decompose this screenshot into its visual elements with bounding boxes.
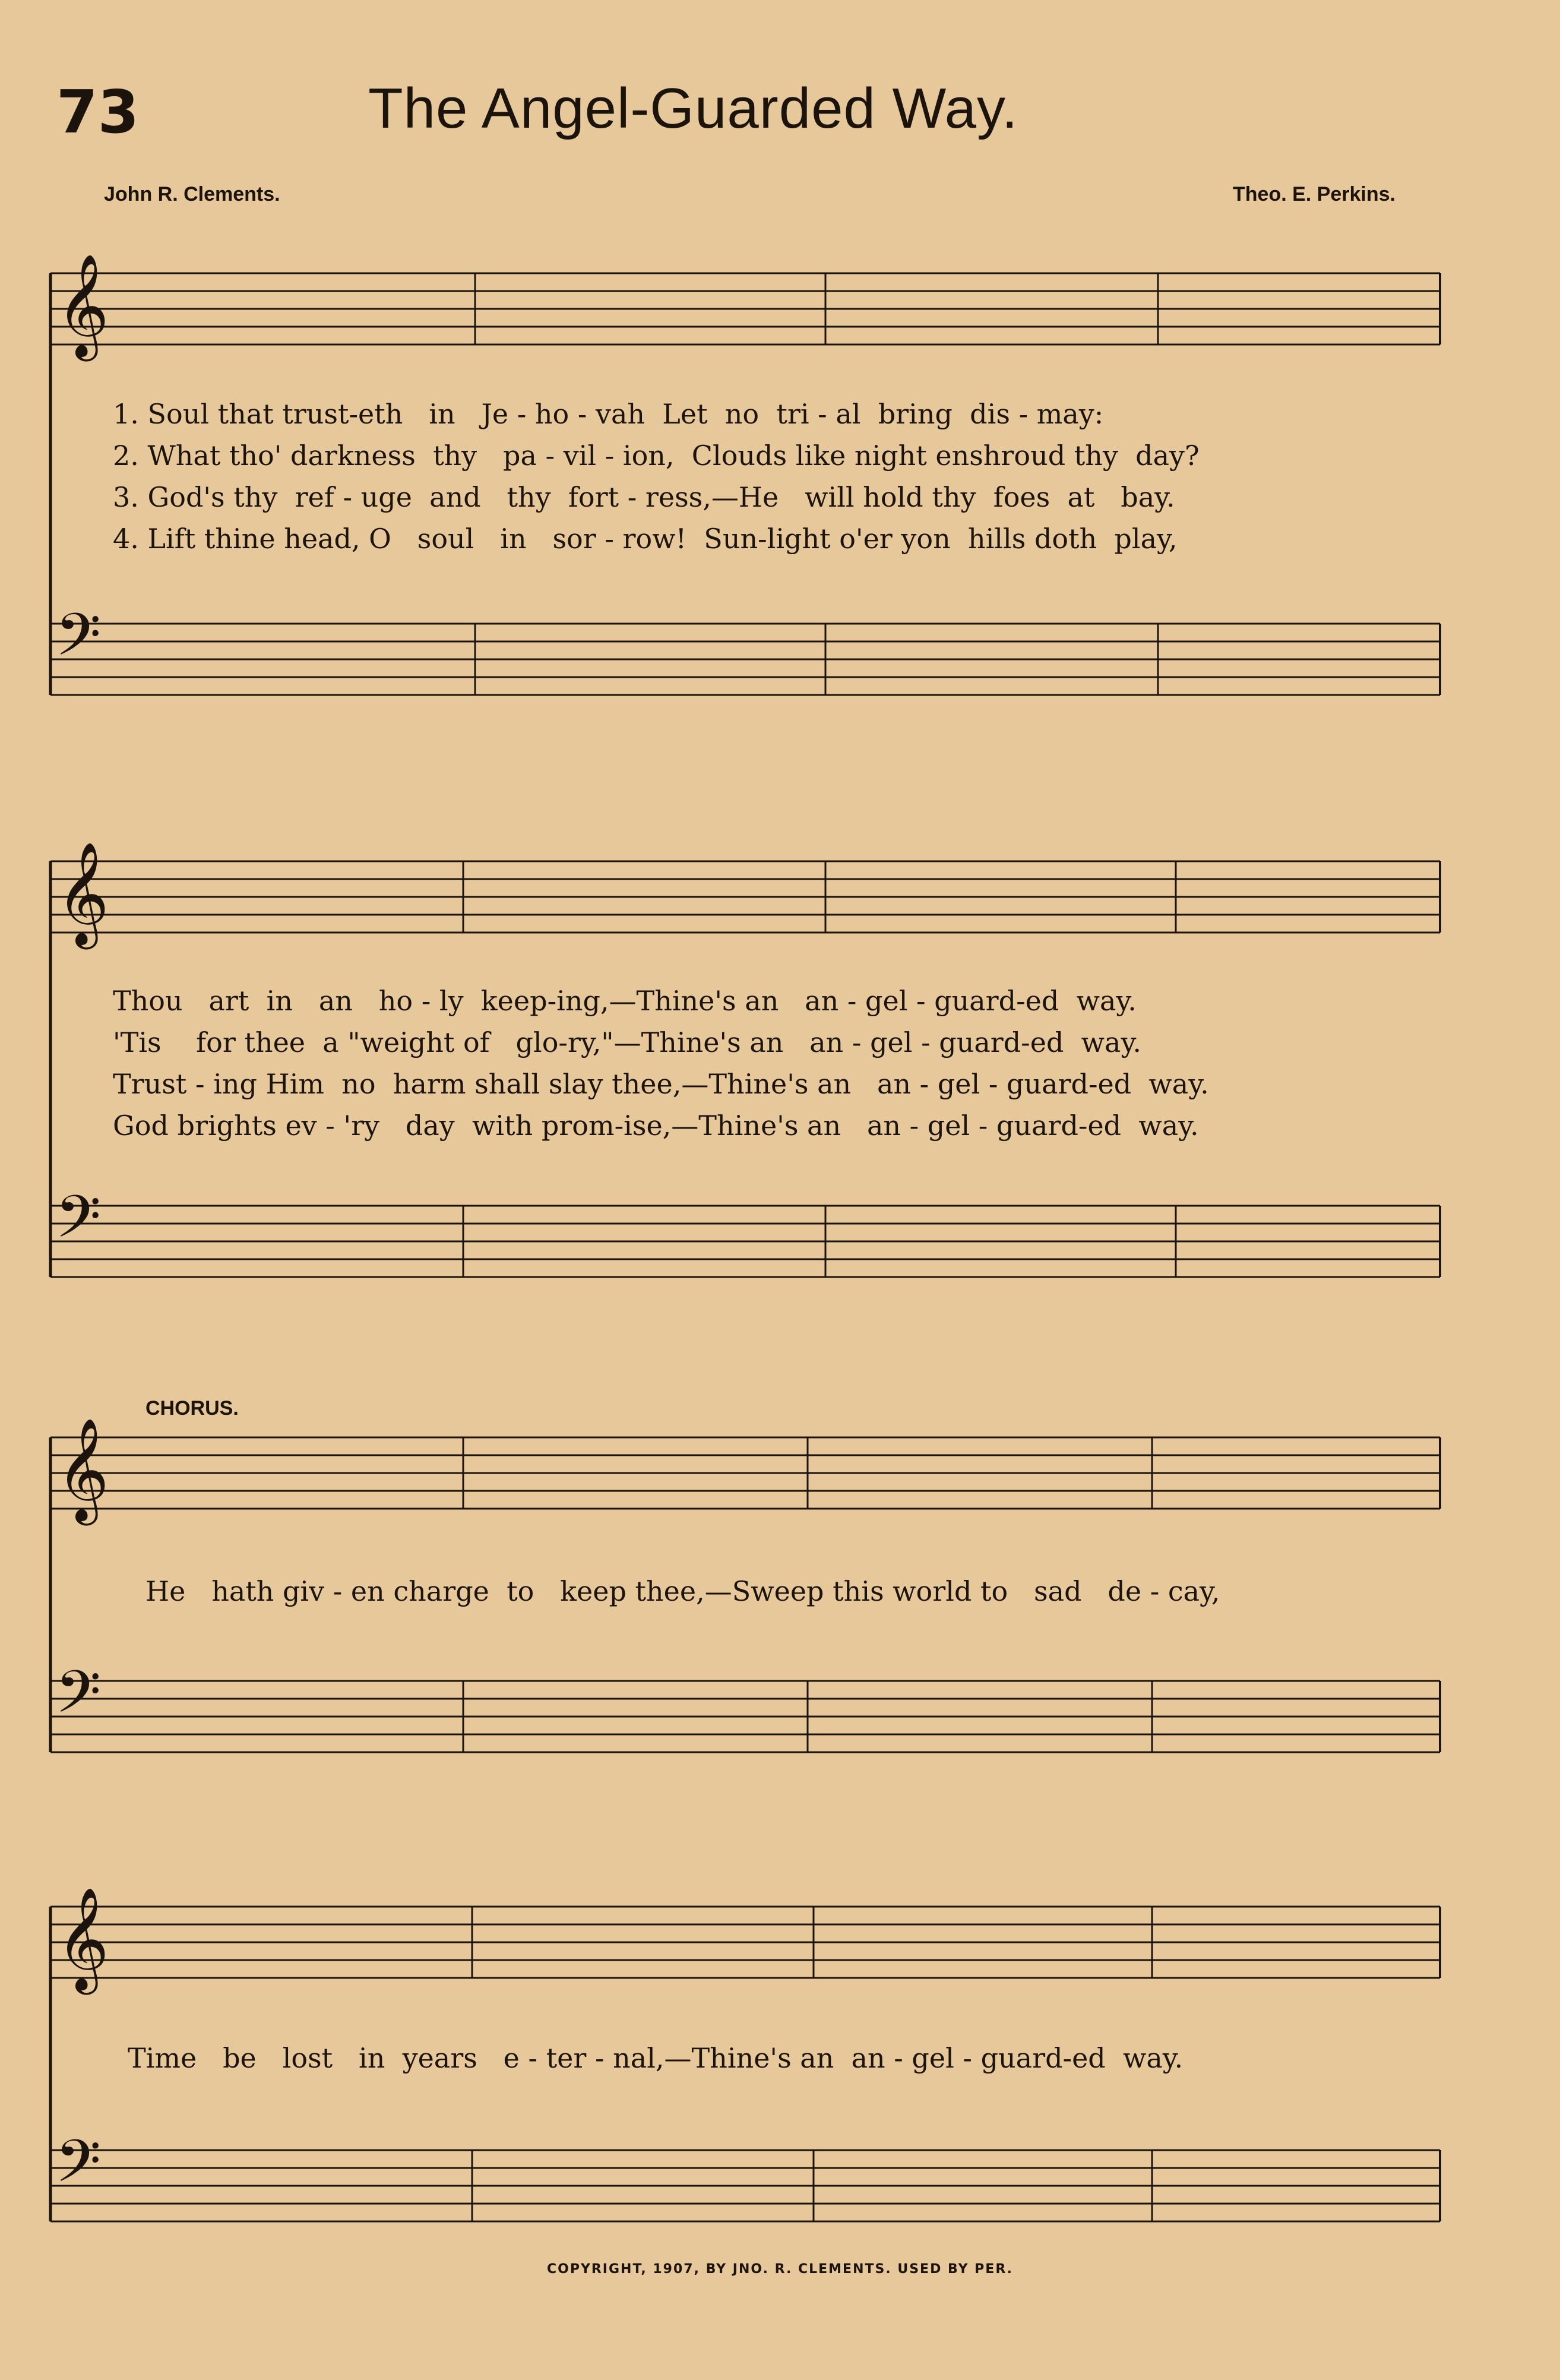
verse-4-line-b: God brights ev - 'ry day with prom-ise,—Thine's an an - gel - guard-ed way. — [113, 1110, 1199, 1142]
chorus-line-2: Time be lost in years e - ter - nal,—Thine's an an - gel - guard-ed way. — [128, 2042, 1184, 2074]
verse-3-line-a: 3. God's thy ref - uge and thy fort - ress,—He will hold thy foes at bay. — [113, 481, 1175, 513]
verse-4-line-a: 4. Lift thine head, O soul in sor - row! Sun-light o'er yon hills doth play, — [113, 523, 1178, 555]
treble-clef-icon: 𝄞 — [56, 1887, 109, 1990]
hymn-number: 73 — [56, 77, 140, 147]
hymn-title: The Angel-Guarded Way. — [368, 77, 1018, 140]
bass-clef-icon: 𝄢 — [55, 601, 102, 684]
verse-3-line-b: Trust - ing Him no harm shall slay thee,—Thine's an an - gel - guard-ed way. — [113, 1068, 1209, 1100]
copyright-notice: COPYRIGHT, 1907, BY JNO. R. CLEMENTS. USED BY PER. — [546, 2262, 1014, 2277]
verse-1-line-b: Thou art in an ho - ly keep-ing,—Thine's an an - gel - guard-ed way. — [113, 985, 1137, 1017]
bass-clef-icon: 𝄢 — [55, 2128, 102, 2210]
verse-2-line-a: 2. What tho' darkness thy pa - vil - ion, Clouds like night enshroud thy day? — [113, 440, 1200, 472]
bass-clef-icon: 𝄢 — [55, 1658, 102, 1741]
treble-clef-icon: 𝄞 — [56, 254, 109, 357]
verse-2-line-b: 'Tis for thee a "weight of glo-ry,"—Thine's an an - gel - guard-ed way. — [113, 1026, 1141, 1058]
verse-1-line-a: 1. Soul that trust-eth in Je - ho - vah Let no tri - al bring dis - may: — [113, 398, 1104, 430]
chorus-label: CHORUS. — [145, 1397, 239, 1420]
lyricist-credit: John R. Clements. — [104, 183, 280, 206]
treble-clef-icon: 𝄞 — [56, 1418, 109, 1521]
composer-credit: Theo. E. Perkins. — [1233, 183, 1396, 206]
bass-clef-icon: 𝄢 — [55, 1183, 102, 1266]
chorus-line-1: He hath giv - en charge to keep thee,—Sweep this world to sad de - cay, — [145, 1575, 1220, 1607]
treble-clef-icon: 𝄞 — [56, 842, 109, 945]
